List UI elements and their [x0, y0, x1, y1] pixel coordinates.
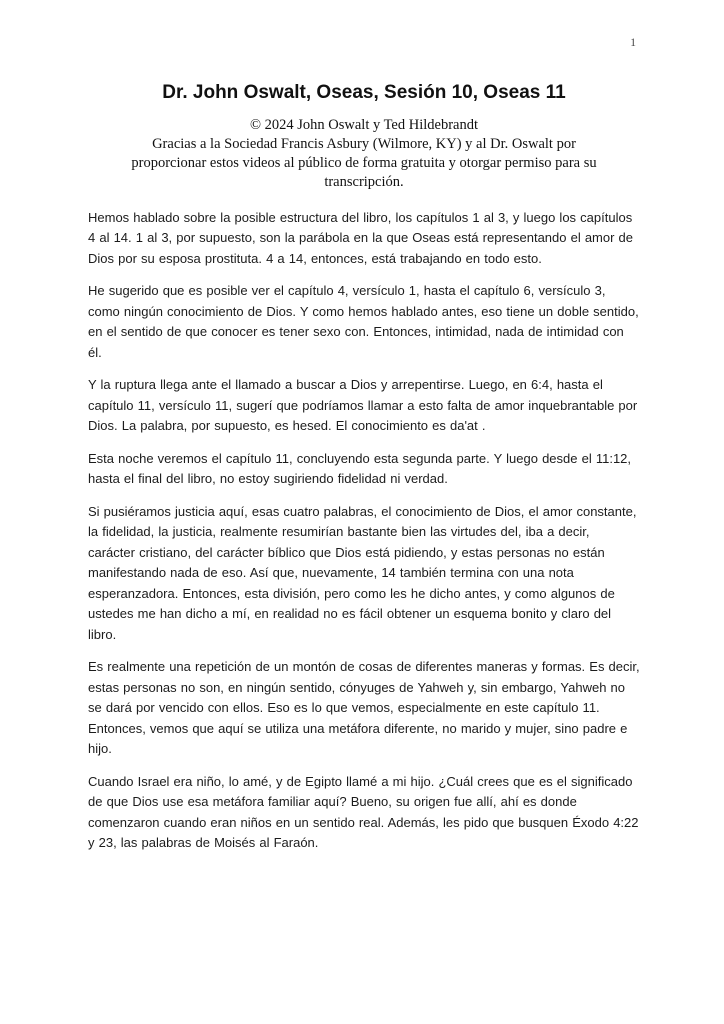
paragraph: Esta noche veremos el capítulo 11, concluyendo esta segunda parte. Y luego desde el 11:12, hasta el final del libro, no estoy sugiriendo fidelidad ni verdad. [88, 450, 632, 487]
paragraph: Cuando Israel era niño, lo amé, y de Egipto llamé a mi hijo. ¿Cuál crees que es el significado de que Dios use esa metáfora familiar aquí? Bueno, su origen fue allí, ahí es donde comenzaron cuando eran niños en un sentido real. Además, les pido que busquen Éxodo 4:22 y 23, las palabras de Moisés al Faraón. [88, 773, 639, 851]
transcript-body [88, 208, 640, 854]
document-title: Dr. John Oswalt, Oseas, Sesión 10, Oseas 11 [162, 81, 566, 103]
paragraph: Si pusiéramos justicia aquí, esas cuatro palabras, el conocimiento de Dios, el amor constante, la fidelidad, la justicia, realmente resumirían bastante bien las virtudes del, iba a decir, carácter cristiano, del carácter bíblico que Dios está pidiendo, y estas personas no están manifestando nada de eso. Así que, nuevamente, 14 también termina con una nota esperanzadora. Entonces, esta división, pero como les he dicho antes, y como algunos de ustedes me han dicho a mí, en realidad no es fácil obtener un esquema bonito y claro del libro. [88, 503, 637, 642]
subtitle-acknowledgment-line-2: proporcionar estos videos al público de forma gratuita y otorgar permiso para su [131, 155, 597, 172]
paragraph: He sugerido que es posible ver el capítulo 4, versículo 1, hasta el capítulo 6, versículo 3, como ningún conocimiento de Dios. Y como hemos hablado antes, eso tiene un doble sentido, en el sentido de que conocer es tener sexo con. Entonces, intimidad, nada de intimidad con él. [88, 283, 639, 360]
subtitle-acknowledgment-line-1: Gracias a la Sociedad Francis Asbury (Wilmore, KY) y al Dr. Oswalt por [152, 136, 576, 153]
paragraph: Hemos hablado sobre la posible estructura del libro, los capítulos 1 al 3, y luego los capítulos 4 al 14. 1 al 3, por supuesto, son la parábola en la que Oseas está representando el amor de Dios por su esposa prostituta. 4 a 14, entonces, está trabajando en todo esto. [88, 209, 634, 266]
paragraph: Y la ruptura llega ante el llamado a buscar a Dios y arrepentirse. Luego, en 6:4, hasta el capítulo 11, versículo 11, sugerí que podríamos llamar a esto falta de amor inquebrantable por Dios. La palabra, por supuesto, es hesed. El conocimiento es da'at . [88, 377, 638, 434]
subtitle-copyright-line: © 2024 John Oswalt y Ted Hildebrandt [249, 117, 478, 134]
subtitle-acknowledgment-line-3: transcripción. [324, 174, 404, 191]
page-number: 1 [630, 37, 636, 49]
document-subtitle [88, 116, 640, 193]
paragraph: Es realmente una repetición de un montón de cosas de diferentes maneras y formas. Es decir, estas personas no son, en ningún sentido, cónyuges de Yahweh y, sin embargo, Yahweh no se dará por vencido con ellos. Eso es lo que vemos, especialmente en este capítulo 11. Entonces, vemos que aquí se utiliza una metáfora diferente, no marido y mujer, sino padre e hijo. [88, 659, 640, 757]
